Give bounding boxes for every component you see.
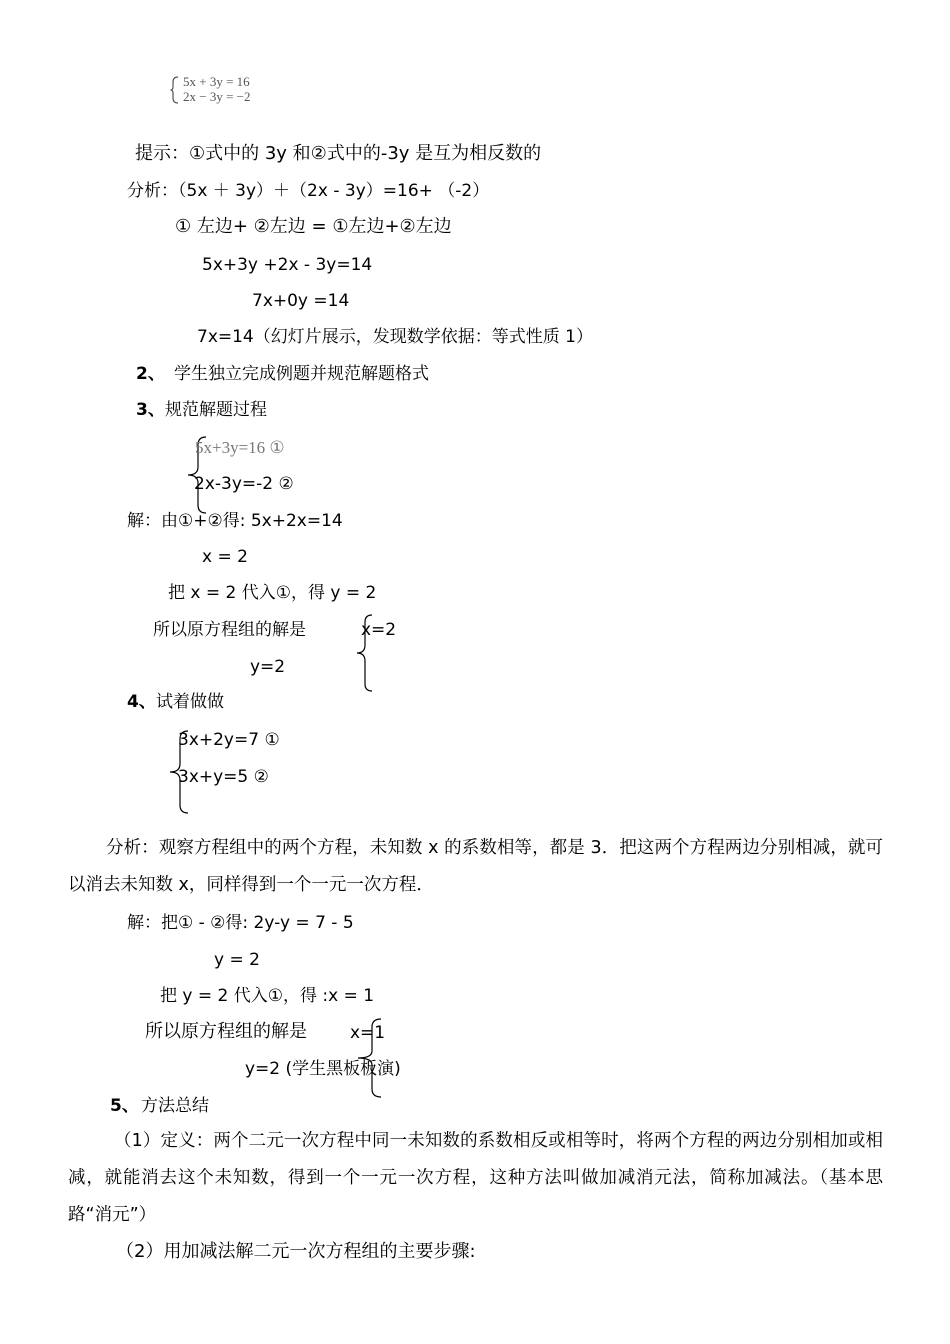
analysis-line-5: 7x=14（幻灯片展示，发现数学依据：等式性质 1） [197,327,593,347]
top-system-eq1: 5x + 3y = 16 [183,74,250,89]
summary-definition-paragraph: （1）定义：两个二元一次方程中同一未知数的系数相反或相等时，将两个方程的两边分别相加或相减，就能消去这个未知数，得到一个一元一次方程，这种方法叫做加减消元法，简称加减法。（基本思路“消元”） [68,1131,883,1225]
analysis-line-3: 5x+3y +2x - 3y=14 [202,255,373,275]
example-solution-line-1: 解：由①+②得: 5x+2x=14 [127,511,343,531]
try-solution-line-3: 把 y = 2 代入①，得 :x = 1 [160,986,375,1006]
analysis-line-4: 7x+0y =14 [252,291,350,311]
step2-number: 2、 [136,364,165,384]
try-answer-y: y=2 (学生黑板板演) [245,1059,401,1079]
try-answer-x: x=1 [350,1023,386,1043]
step4-heading: 试着做做 [156,692,224,712]
example-answer-x: x=2 [361,620,397,640]
example-eq1: 5x+3y=16 ① [195,438,285,457]
try-solution-line-2: y = 2 [214,950,260,970]
example-solution-line-3: 把 x = 2 代入①，得 y = 2 [168,583,377,603]
step3-number: 3、 [136,400,165,420]
step2-heading: 学生独立完成例题并规范解题格式 [174,364,429,384]
top-system-brace [170,76,180,104]
try-solution-line-4: 所以原方程组的解是 [145,1021,307,1042]
step3-heading: 规范解题过程 [165,400,267,420]
try-eq1: 3x+2y=7 ① [178,730,280,750]
analysis-line-2: ① 左边+ ②左边 = ①左边+②左边 [175,216,452,237]
top-system-eq2: 2x − 3y = −2 [183,89,251,104]
try-solution-line-1: 解：把① - ②得: 2y-y = 7 - 5 [127,913,354,933]
analysis-line-1: 分析：（5x ＋ 3y）＋（2x - 3y）=16+ （-2） [127,181,490,201]
try-eq2: 3x+y=5 ② [178,767,269,787]
summary-steps-heading: （2）用加减法解二元一次方程组的主要步骤: [116,1241,476,1262]
example-solution-line-4: 所以原方程组的解是 [153,620,306,640]
step4-number: 4、 [127,692,156,712]
step5-number: 5、 [110,1096,139,1116]
example-answer-y: y=2 [250,657,286,677]
step5-heading: 方法总结 [141,1096,209,1116]
example-eq2: 2x-3y=-2 ② [194,474,294,494]
example-solution-line-2: x = 2 [202,547,248,567]
hint-text: 提示：①式中的 3y 和②式中的-3y 是互为相反数的 [135,143,542,164]
try-analysis-paragraph: 分析：观察方程组中的两个方程，未知数 x 的系数相等，都是 3．把这两个方程两边分别相减，就可以消去未知数 x，同样得到一个一元一次方程． [68,838,883,895]
